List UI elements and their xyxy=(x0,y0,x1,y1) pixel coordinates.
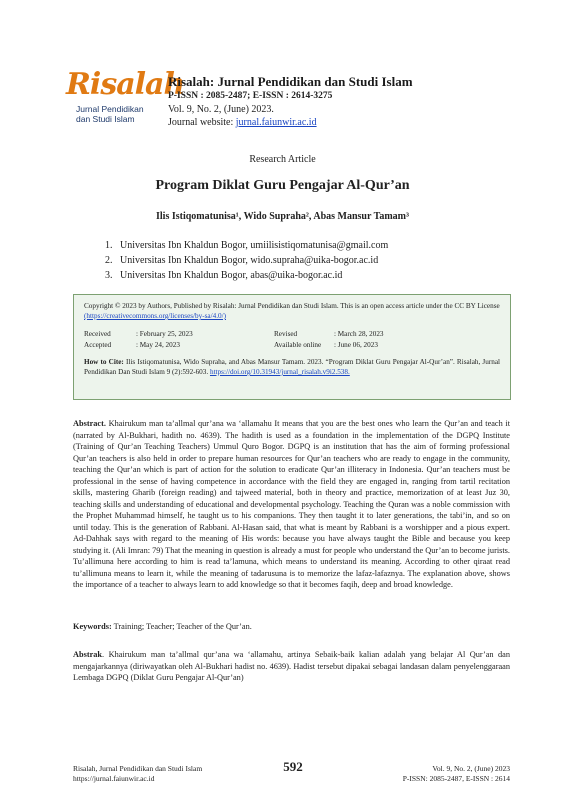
affiliation-text: Universitas Ibn Khaldun Bogor, abas@uika-bogor.ac.id xyxy=(120,270,343,281)
logo-wordmark: Risalah xyxy=(66,67,185,102)
online-date: : June 06, 2023 xyxy=(334,341,378,349)
article-info-box xyxy=(73,294,511,400)
abstract-label: Abstract. xyxy=(73,419,106,428)
affiliation-number: 1. xyxy=(105,240,113,251)
article-dates xyxy=(84,329,500,350)
abstrak-text: . Khairukum man ta’allmal qur’ana wa ‘allamahu, artinya Sebaik-baik kalian adalah yang belajar Al Qur’an dan mengajarkannya (diriwayatkan oleh Al-Bukhari hadist no. 4639). Hadist tersebut dipakai sebagai landasan dalam penyelenggaraan Lembaga DGPQ (Diklat Guru Pengajar Al-Qur’an) xyxy=(73,650,510,682)
journal-volume: Vol. 9, No. 2, (June) 2023. xyxy=(168,104,274,115)
journal-logo xyxy=(64,67,185,132)
cite-label: How to Cite: xyxy=(84,358,124,366)
abstract-text: Khairukum man ta’allmal qur’ana wa ‘allamahu It means that you are the best ones who learn the Qur’an and teach it (narrated by Al-Bukhari, hadith no. 4639). The hadith is used as a foundation in the implementation of the DGPQ Institute (Training of Qur’an Teaching Teachers) Ummul Quro Bogor. DGPQ is an institution that has the aim of forming professional Qur’an teachers is also held in order to prepare human resources for Qur’an teachers who are ready to engage in the community, teaching the Qur’an which is part of action for the solution to eradicate Qur’an illiteracy in Indonesia. Qur’an teachers must be professional in the sense of having competence in accordance with the field they are engaged in, ranging from tartil recitation skills, mastering Gharib (foreign reading) and tajweed material, both in theory and practice, memorization of at least Juz 30, teaching skills and understanding of educational and developmental psychology. Teaching the Quran was a noble commission with the Prophet Muhammad himself, he taught us to his companions. They then taught it to later generations, the tabi’in, and so on until today. This is the generation of Rabbani. Al-Hasan said, that what is meant by Rabbani is a worshipper and a pious expert. Ad-Dahhak says with regard to the meaning of His words: because you have always taught the Bible and because you keep studying it. (Ali Imran: 79) That the meaning in question is already a must for people who understand the Qur’an to become jurists. Tu’allimuna here according to him is read ta’lamuna, which means to understand its meaning. According to other qiraat read tu’allimuna means to learn it, while the meaning of tadarusuna is to memorize the lafaz-lafaznya. The explanation above, shows the importance of a teacher to always learn to add knowledge so that it becomes faqih, deep and broad knowledge. xyxy=(73,419,510,589)
website-link[interactable]: jurnal.faiunwir.ac.id xyxy=(235,117,317,128)
journal-website xyxy=(168,116,498,129)
license-link[interactable]: (https://creativecommons.org/licenses/by-sa/4.0/) xyxy=(84,312,226,320)
revised-date: : March 28, 2023 xyxy=(334,330,384,338)
logo-subtitle xyxy=(76,104,144,124)
copyright-notice xyxy=(84,301,500,321)
citation xyxy=(84,357,500,377)
footer-left xyxy=(73,764,202,784)
affiliation-item xyxy=(105,253,525,268)
abstrak xyxy=(73,649,510,684)
copyright-text: Copyright © 2023 by Authors, Published by Risalah: Jurnal Pendidikan dan Studi Islam. This is an open access article under the CC BY License xyxy=(84,302,500,310)
footer-journal-name: Risalah, Jurnal Pendidikan dan Studi Islam xyxy=(73,764,203,773)
received-label: Received xyxy=(84,330,111,338)
footer-volume: Vol. 9, No. 2, (June) 2023 xyxy=(432,764,510,773)
keywords xyxy=(73,622,510,631)
footer-issn: P-ISSN: 2085-2487, E-ISSN : 2614 xyxy=(402,774,510,783)
keywords-label: Keywords: xyxy=(73,622,112,631)
author-list: Ilis Istiqomatunisa¹, Wido Supraha², Abas Mansur Tamam³ xyxy=(156,211,409,222)
affiliation-number: 2. xyxy=(105,255,113,266)
article-type: Research Article xyxy=(249,154,316,165)
journal-issn: P-ISSN : 2085-2487; E-ISSN : 2614-3275 xyxy=(168,91,333,101)
affiliation-list xyxy=(105,238,525,283)
footer-right xyxy=(403,764,510,784)
accepted-date: : May 24, 2023 xyxy=(136,341,180,349)
website-label: Journal website: xyxy=(168,117,236,128)
journal-header xyxy=(64,67,504,140)
journal-info xyxy=(168,74,498,129)
logo-subtitle-line2: dan Studi Islam xyxy=(76,114,135,124)
journal-title: Risalah: Jurnal Pendidikan dan Studi Islam xyxy=(168,74,413,89)
keywords-text: Training; Teacher; Teacher of the Qur’an. xyxy=(111,622,252,631)
affiliation-number: 3. xyxy=(105,270,113,281)
received-date: : February 25, 2023 xyxy=(136,330,193,338)
doi-link[interactable]: https://doi.org/10.31943/jurnal_risalah.v9i2.538. xyxy=(209,368,350,376)
online-label: Available online xyxy=(274,341,322,349)
page-footer xyxy=(73,759,510,794)
revised-label: Revised xyxy=(274,330,298,338)
cite-text: Ilis Istiqomatunisa, Wido Supraha, and Abas Mansur Tamam. 2023. “Program Diklat Guru Pengajar Al-Qur’an”. Risalah, Jurnal Pendidikan Dan Studi Islam 9 (2):592-603. xyxy=(84,358,501,376)
affiliation-item xyxy=(105,268,525,283)
abstract xyxy=(73,418,510,591)
footer-journal-url: https://jurnal.faiunwir.ac.id xyxy=(73,774,155,783)
accepted-label: Accepted xyxy=(84,341,112,349)
affiliation-text: Universitas Ibn Khaldun Bogor, umiilisistiqomatunisa@gmail.com xyxy=(120,240,389,251)
page-number: 592 xyxy=(283,759,303,774)
affiliation-item xyxy=(105,238,525,253)
logo-subtitle-line1: Jurnal Pendidikan xyxy=(76,104,144,114)
abstrak-label: Abstrak xyxy=(73,650,103,659)
affiliation-text: Universitas Ibn Khaldun Bogor, wido.supraha@uika-bogor.ac.id xyxy=(120,255,379,266)
paper-title: Program Diklat Guru Pengajar Al-Qur’an xyxy=(155,178,410,193)
